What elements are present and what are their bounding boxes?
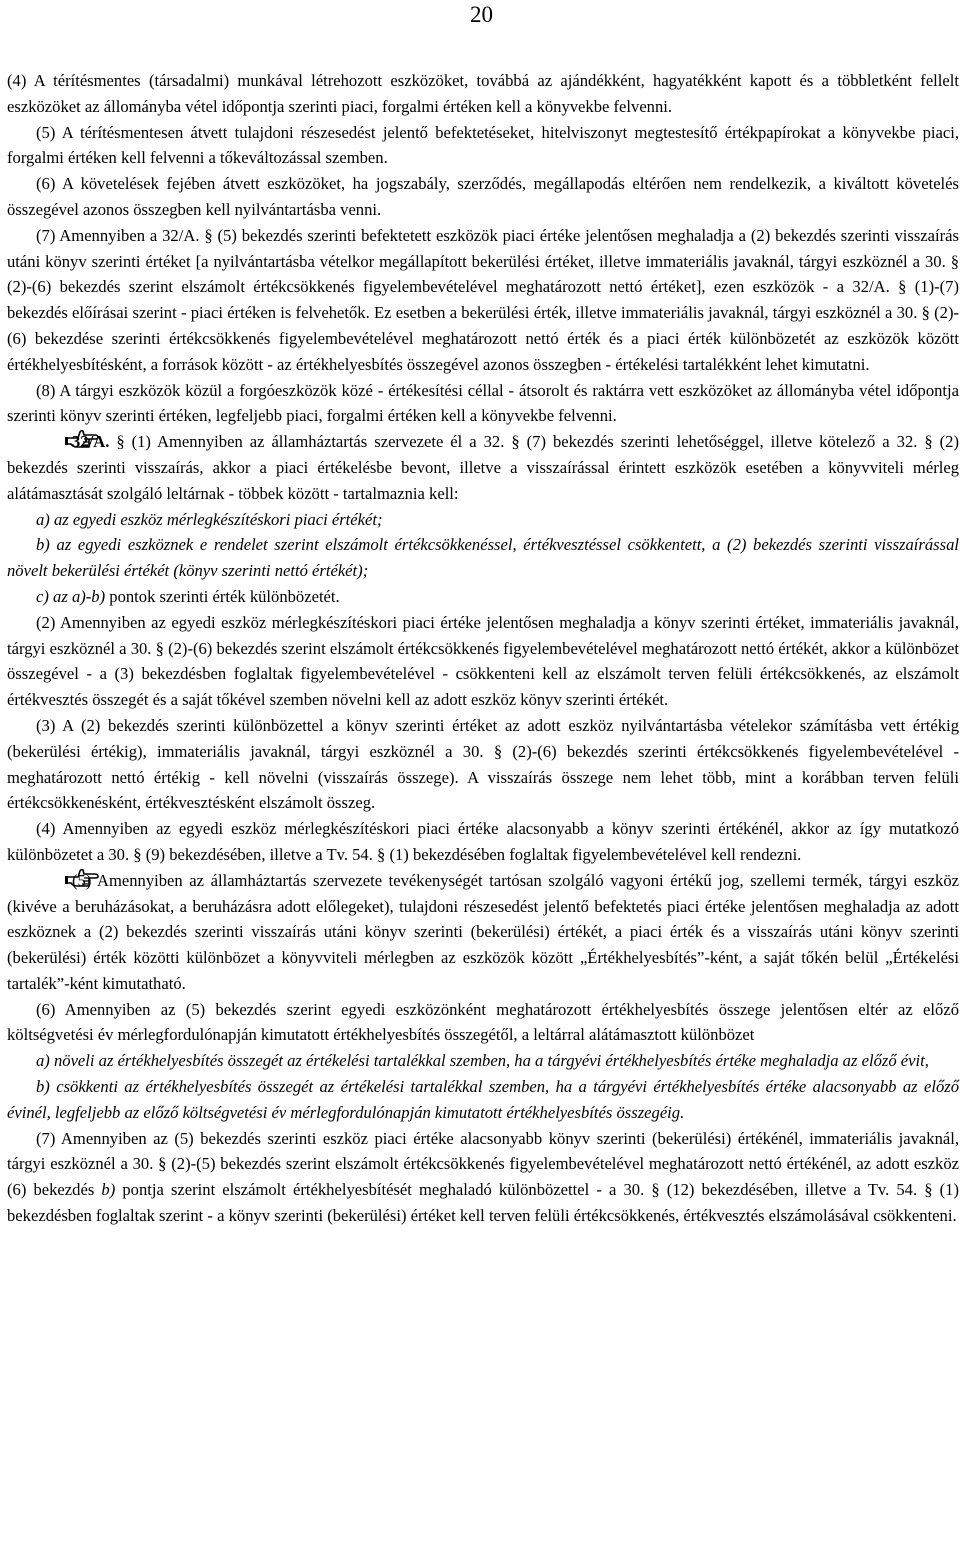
- section-32a-paragraph-5: (5) Amennyiben az államháztartás szervezete tevékenységét tartósan szolgáló vagyoni értékű jog, szellemi termék, tárgyi eszköz (kivéve a beruházásokat, a beruházásra adott előlegeket), tulajdoni részesedést jelentő befektetés piaci értéke jelentősen meghaladja az adott eszköznek a (2) bekezdés szerinti visszaírás utáni könyv szerinti (bekerülési) értékét, a piaci érték és a visszaírás utáni könyv szerinti (bekerülési) érték közötti különbözet a könyvviteli mérlegben az eszközök között „Értékhelyesbítés”-ként, a saját tőkén belül „Értékelési tartalék”-ként kimutatható.: [7, 868, 959, 997]
- section-32a-item-a: a) az egyedi eszköz mérlegkészítéskori piaci értékét;: [36, 509, 383, 529]
- pointing-hand-icon: [36, 429, 70, 449]
- paragraph-32-8: (8) A tárgyi eszközök közül a forgóeszközök közé - értékesítési céllal - átsorolt és raktárra vett eszközöket az állományba vétel időpontja szerinti könyv szerinti értéken, legfeljebb piaci, forgalmi értéken kell a könyvekbe felvenni.: [7, 380, 959, 426]
- section-32a-text: § (1) Amennyiben az államháztartás szervezete él a 32. § (7) bekezdés szerinti lehetőséggel, illetve kötelező a 32. § (2) bekezdés szerinti visszaírás, akkor a piaci értékelésbe bevont, illetve a visszaírással érintett eszközök esetében a könyvviteli mérleg alátámasztását szolgáló leltárnak - többek között - tartalmaznia kell:: [7, 432, 959, 503]
- section-32a-paragraph-1: [7, 429, 959, 506]
- section-32a-item-6a: a) növeli az értékhelyesbítés összegét az értékelési tartalékkal szemben, ha a tárgyévi értékhelyesbítés értéke meghaladja az előző évit,: [36, 1051, 929, 1071]
- section-32a-paragraph-2: (2) Amennyiben az egyedi eszköz mérlegkészítéskori piaci értéke jelentősen meghaladja a könyv szerinti értéket, immateriális javaknál, tárgyi eszköznél a 30. § (2)-(6) bekezdés szerint elszámolt értékcsökkenés figyelembevételével meghatározott nettó értékét, akkor a különbözet összegével - a (3) bekezdésben foglaltak figyelembevételével - csökkenteni kell az elszámolt terven felüli értékcsökkenés, az elszámolt értékvesztés összegét és a saját tőkével szemben növelni kell az adott eszköz könyv szerinti értékét.: [7, 612, 959, 710]
- section-32a-paragraph-7: (7) Amennyiben az (5) bekezdés szerinti eszköz piaci értéke alacsonyabb könyv szerinti (bekerülési) értékénél, immateriális javaknál, tárgyi eszköznél a 30. § (2)-(5) bekezdés szerint elszámolt értékcsökkenés figyelembevételével meghatározott nettó értékénél, az adott eszköz (6) bekezdés b) pontja szerint elszámolt értékhelyesbítését meghaladó különbözettel - a 30. § (12) bekezdésében, illetve a Tv. 54. § (1) bekezdésben foglaltak szerint - a könyv szerinti (bekerülési) értéket kell terven felüli értékcsökkenés, értékvesztés elszámolásával csökkenteni.: [7, 1128, 959, 1226]
- pointing-hand-icon: [36, 868, 70, 888]
- page-number: 20: [470, 2, 493, 27]
- document-body: [7, 68, 959, 1229]
- paragraph-32-4: (4) A térítésmentes (társadalmi) munkával létrehozott eszközöket, továbbá az ajándékként, hagyatékként kapott és a többletként fellelt eszközöket az állományba vétel időpontja szerinti piaci, forgalmi értéken kell a könyvekbe felvenni.: [7, 71, 959, 116]
- paragraph-32-7: (7) Amennyiben a 32/A. § (5) bekezdés szerinti befektetett eszközök piaci értéke jelentősen meghaladja a (2) bekezdés szerinti visszaírás utáni könyv szerinti értéket [a nyilvántartásba vételkor megállapított bekerülési értéket, illetve immateriális javaknál, tárgyi eszköznél a 30. § (2)-(6) bekezdés szerint elszámolt értékcsökkenés figyelembevételével meghatározott nettó értéket], ezen eszközök - a 32/A. § (1)-(7) bekezdés előírásai szerint - piaci értéken is felvehetők. Ez esetben a bekerülési érték, illetve immateriális javaknál, tárgyi eszköznél a 30. § (2)-(6) bekezdése szerinti értékcsökkenés figyelembevételével meghatározott nettó érték és a piaci érték különbözetét az eszközök között értékhelyesbítésként, a források között - az értékhelyesbítés összegével azonos összegben - értékelési tartalékként lehet kimutatni.: [7, 225, 959, 374]
- section-32a-item-6b: b) csökkenti az értékhelyesbítés összegét az értékelési tartalékkal szemben, ha a tárgyévi értékhelyesbítés értéke alacsonyabb az előző évinél, legfeljebb az előző költségvetési év mérlegfordulónapján kimutatott értékhelyesbítés összegéig.: [7, 1077, 959, 1122]
- section-32a-paragraph-4: (4) Amennyiben az egyedi eszköz mérlegkészítéskori piaci értéke alacsonyabb a könyv szerinti értékénél, akkor az így mutatkozó különbözetet a 30. § (9) bekezdésében, illetve a Tv. 54. § (1) bekezdésében foglaltak figyelembevételével kell rendezni.: [7, 819, 959, 864]
- section-32a-title: 32/A.: [72, 432, 110, 452]
- section-32a-item-c: c) az a)-b) pontok szerinti érték különbözetét.: [36, 586, 340, 606]
- section-32a-paragraph-6: (6) Amennyiben az (5) bekezdés szerint egyedi eszközönként meghatározott értékhelyesbítés összege jelentősen eltér az előző költségvetési év mérlegfordulónapján kimutatott értékhelyesbítés összegétől, a leltárral alátámasztott különbözet: [7, 999, 959, 1045]
- paragraph-32-6: (6) A követelések fejében átvett eszközöket, ha jogszabály, szerződés, megállapodás eltérően nem rendelkezik, a kiváltott követelés összegével azonos összegben kell nyilvántartásba venni.: [7, 174, 959, 219]
- section-32a-paragraph-3: (3) A (2) bekezdés szerinti különbözettel a könyv szerinti értéket az adott eszköz nyilvántartásba vételekor számításba vett értékig (bekerülési értékig), immateriális javaknál, tárgyi eszköznél a 30. § (2)-(6) bekezdés szerinti értékcsökkenés figyelembevételével - meghatározott nettó értékig - kell növelni (visszaírás összege). A visszaírás összege nem lehet több, mint a korábban terven felüli értékcsökkenésként, értékvesztésként elszámolt összeg.: [7, 715, 959, 813]
- section-32a-item-b: b) az egyedi eszköznek e rendelet szerint elszámolt értékcsökkenéssel, értékvesztéssel csökkentett, a (2) bekezdés szerinti visszaírással növelt bekerülési értékét (könyv szerinti nettó értékét);: [7, 535, 959, 581]
- paragraph-32-5: (5) A térítésmentesen átvett tulajdoni részesedést jelentő befektetéseket, hitelviszonyt megtestesítő értékpapírokat a könyvekbe piaci, forgalmi értéken kell felvenni a tőkeváltozással szemben.: [7, 122, 959, 168]
